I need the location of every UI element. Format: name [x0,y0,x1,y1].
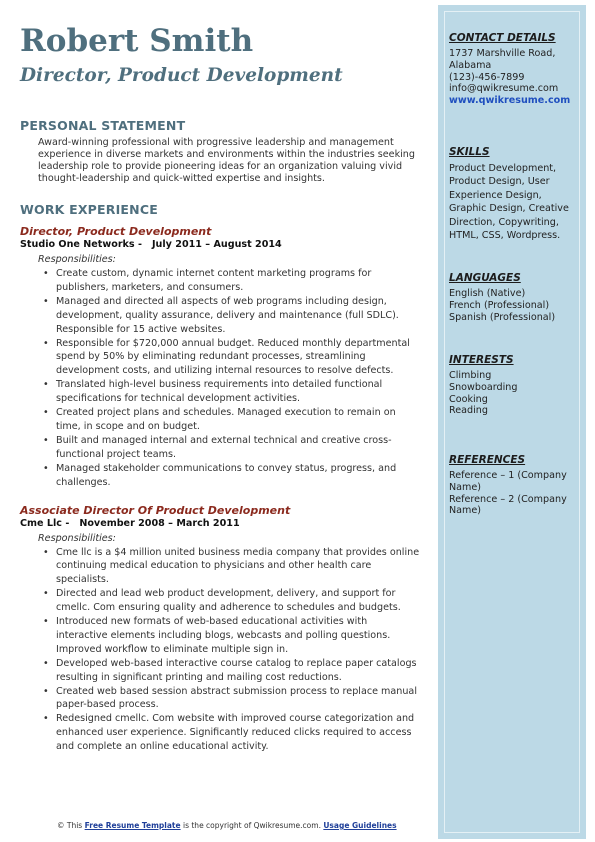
list-item: • Managed and directed all aspects of web programs including design, development, quality assurance, delivery and maintenance (full SDLC). Responsible for 15 active websites. [56,295,420,337]
footer-middle: is the copyright of Qwikresume.com. [180,821,324,830]
free-resume-template-link[interactable]: Free Resume Template [84,821,181,830]
list-item: Reference – 2 (Company Name) [449,493,567,517]
list-item: • Translated high-level business requirements into detailed functional specifications for technical development activities. [56,378,420,406]
job-entry [20,504,425,755]
list-item: Spanish (Professional) [449,311,556,323]
candidate-title: Director, Product Development [20,65,343,86]
footer-prefix: © This [57,821,85,830]
email-address: info@qwikresume.com [449,83,559,95]
list-item: French (Professional) [449,299,550,311]
work-experience-section [20,202,425,754]
languages-section [449,272,577,323]
phone-number: (123)-456-7899 [449,71,525,83]
section-heading-skills: SKILLS [449,146,490,158]
resume-sidebar [438,5,586,839]
section-heading-personal-statement: PERSONAL STATEMENT [20,118,186,133]
skills-section [449,146,577,242]
list-item: Climbing [449,370,492,381]
website-link[interactable]: www.qwikresume.com [449,95,571,107]
job-entry [20,225,425,490]
list-item: • Cme llc is a $4 million united business media company that provides online continuing medical education to physicians and other health care specialists. [56,546,420,588]
languages-list [449,288,577,323]
job-title: Associate Director Of Product Development [20,503,291,517]
section-heading-references: REFERENCES [449,454,526,466]
list-item: Reading [449,405,488,417]
job-company-dates: Cme Llc - November 2008 – March 2011 [20,517,240,529]
duties-list [20,267,425,490]
list-item: • Built and managed internal and external technical and creative cross-functional project teams. [56,434,420,462]
copyright-footer [57,821,397,830]
address-line: Alabama [449,59,492,71]
references-section [449,454,577,517]
list-item: Cooking [449,393,488,405]
list-item: • Directed and lead web product development, delivery, and support for cmellc. Com ensuring quality and adherence to schedules and budgets. [56,587,420,615]
list-item: • Responsible for $720,000 annual budget. Reduced monthly departmental spend by 50% by eliminating redundant processes, streamlining development costs, and utilizing internal resources to resolve defects. [56,337,420,379]
contact-details-section [449,32,577,107]
list-item: • Developed web-based interactive course catalog to replace paper catalogs resulting in significant printing and mailing cost reductions. [56,657,420,685]
contact-text [449,48,577,107]
section-heading-interests: INTERESTS [449,354,514,366]
address-line: 1737 Marshville Road, [449,48,556,59]
section-heading-contact: CONTACT DETAILS [449,32,556,44]
list-item: • Created project plans and schedules. Managed execution to remain on time, in scope and on budget. [56,406,420,434]
job-title: Director, Product Development [20,225,212,238]
list-item: • Redesigned cmellc. Com website with improved course categorization and enhanced user experience. Significantly reduced clicks required to access and complete an online educational activity. [56,712,420,754]
list-item: • Introduced new formats of web-based educational activities with interactive elements including blogs, webcasts and polling questions. Improved workflow to eliminate multiple sign in. [56,615,420,657]
personal-statement-text: Award-winning professional with progressive leadership and management experience in diverse markets and environments within the industries seeking leadership role to provide pioneering ideas for an organization valuing vivid thought-leadership and quick-witted expertise and insights. [38,137,415,184]
list-item: Reference – 1 (Company Name) [449,470,567,493]
list-item: • Created web based session abstract submission process to replace manual paper-based process. [56,685,420,713]
responsibilities-label: Responsibilities: [38,254,116,265]
responsibilities-label: Responsibilities: [38,532,116,544]
section-heading-work-experience: WORK EXPERIENCE [20,202,158,217]
sidebar-border [444,11,580,833]
list-item: • Managed stakeholder communications to convey status, progress, and challenges. [56,462,420,490]
list-item: English (Native) [449,288,526,299]
resume-main-column [20,22,425,754]
section-heading-languages: LANGUAGES [449,272,521,284]
list-item: Snowboarding [449,381,518,393]
list-item: • Create custom, dynamic internet content marketing programs for publishers, marketers, and consumers. [56,267,420,295]
usage-guidelines-link[interactable]: Usage Guidelines [323,821,397,830]
interests-section [449,354,577,417]
skills-text: Product Development, Product Design, User Experience Design, Graphic Design, Creative Direction, Copywriting, HTML, CSS, Wordpress. [449,163,569,242]
job-company-dates: Studio One Networks - July 2011 – August 2014 [20,239,282,250]
candidate-name: Robert Smith [20,23,254,59]
interests-list [449,370,577,417]
duties-list [20,546,425,755]
personal-statement-section [20,118,425,185]
references-list [449,470,577,517]
